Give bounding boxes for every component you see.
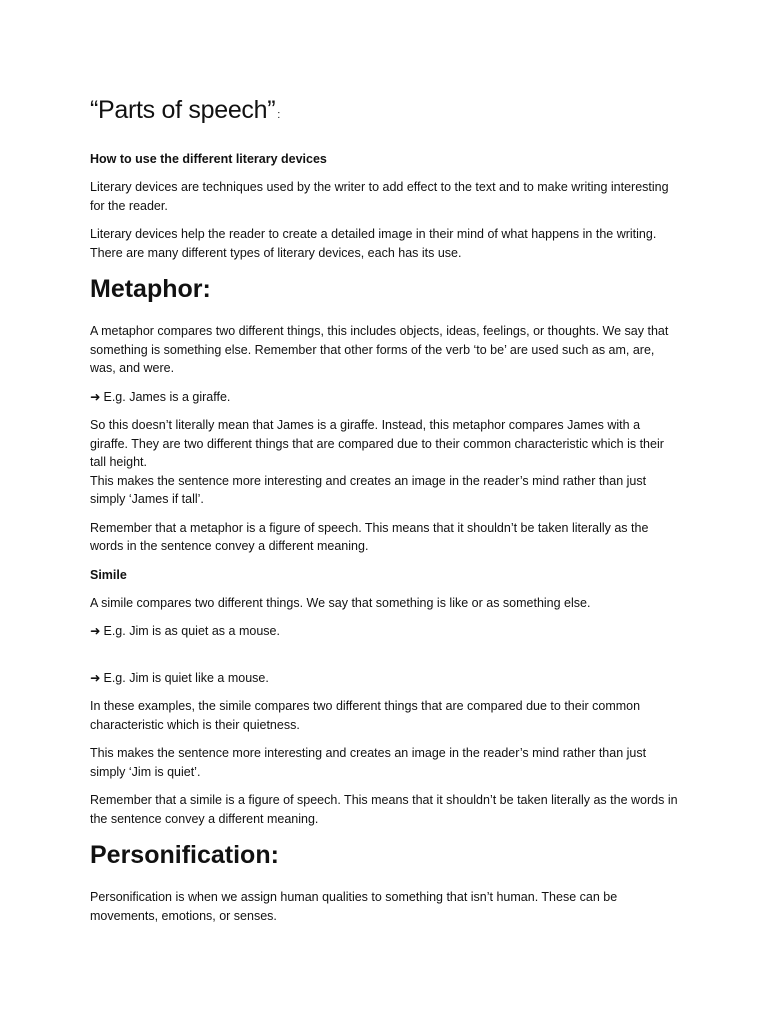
title-text: “Parts of speech” [90,96,276,124]
spacer [90,651,680,669]
simile-example-2-text: E.g. Jim is quiet like a mouse. [103,670,269,685]
document-title [90,92,680,133]
arrow-icon: ➜ [90,670,101,685]
metaphor-example-text: E.g. James is a giraffe. [103,389,231,404]
personification-paragraph-1: Personification is when we assign human qualities to something that isn’t human. These can be movements, emotions, or senses. [90,890,618,923]
simile-paragraph-2: In these examples, the simile compares two different things that are compared due to their common characteristic which is their quietness. [90,699,641,732]
metaphor-example [90,388,680,407]
personification-heading: Personification: [90,841,279,869]
simile-example-1-text: E.g. Jim is as quiet as a mouse. [103,624,280,638]
document-page [90,92,680,935]
metaphor-paragraph-2-line-1: So this doesn’t literally mean that James is a giraffe. Instead, this metaphor compares James with a giraffe. They are two different things that are compared due to their common characteristic which is their tall height. [90,418,664,469]
intro-paragraph-1: Literary devices are techniques used by the writer to add effect to the text and to make writing interesting for the reader. [90,180,669,213]
simile-paragraph-1: A simile compares two different things. We say that something is like or as something else. [90,595,591,610]
intro-paragraph-2: Literary devices help the reader to create a detailed image in their mind of what happens in the writing. There are many different types of literary devices, each has its use. [90,227,657,260]
arrow-icon: ➜ [90,624,101,638]
arrow-icon: ➜ [90,389,101,404]
simile-heading: Simile [90,567,127,582]
intro-heading: How to use the different literary devices [90,152,327,166]
title-colon: : [277,109,281,121]
metaphor-paragraph-1: A metaphor compares two different things, this includes objects, ideas, feelings, or thoughts. We say that something is something else. Remember that other forms of the verb ‘to be’ are used such as am, are, was, and were. [90,324,669,375]
simile-example-1 [90,622,680,641]
simile-paragraph-3: This makes the sentence more interesting and creates an image in the reader’s mind rather than just simply ‘Jim is quiet’. [90,746,647,779]
simile-paragraph-4: Remember that a simile is a figure of speech. This means that it shouldn’t be taken literally as the words in the sentence convey a different meaning. [90,793,678,826]
metaphor-heading: Metaphor: [90,275,211,303]
simile-example-2 [90,669,680,688]
metaphor-paragraph-3: Remember that a metaphor is a figure of speech. This means that it shouldn’t be taken literally as the words in the sentence convey a different meaning. [90,520,649,553]
metaphor-paragraph-2-line-2: This makes the sentence more interesting and creates an image in the reader’s mind rather than just simply ‘James if tall’. [90,473,647,506]
metaphor-paragraph-2 [90,416,680,509]
